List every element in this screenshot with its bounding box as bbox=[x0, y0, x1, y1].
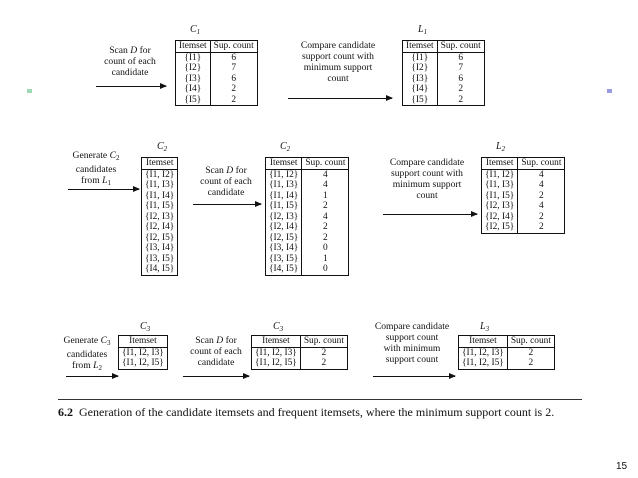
itemset-cell: {I1, I2, I3} bbox=[462, 347, 504, 358]
table-row bbox=[482, 191, 565, 202]
column-header: Itemset bbox=[142, 158, 178, 170]
table-row bbox=[266, 233, 349, 244]
itemset-cell: {I1, I4} bbox=[145, 190, 175, 201]
column-header: Sup. count bbox=[437, 41, 484, 53]
itemset-cell: {I1, I3} bbox=[485, 180, 515, 190]
support-count-cell: 2 bbox=[507, 347, 554, 358]
table-row bbox=[266, 191, 349, 202]
l1-table bbox=[402, 40, 485, 106]
table-row bbox=[176, 63, 258, 74]
table-row bbox=[266, 222, 349, 233]
itemset-cell: {I2, I3} bbox=[485, 201, 515, 211]
table-row bbox=[482, 222, 565, 233]
table-row bbox=[266, 264, 349, 275]
support-count-cell: 6 bbox=[437, 52, 484, 63]
table-row bbox=[142, 180, 178, 191]
column-header: Itemset bbox=[176, 41, 211, 53]
table-row bbox=[482, 180, 565, 191]
step2-scan-text: Scan D for count of each candidate bbox=[200, 165, 252, 198]
step1-scan-text: Scan D for count of each candidate bbox=[104, 45, 156, 78]
support-count-cell: 2 bbox=[437, 84, 484, 95]
c1-label: $C_1$ bbox=[190, 24, 201, 36]
support-count-cell: 2 bbox=[210, 84, 257, 95]
step2-arrow-1 bbox=[68, 189, 139, 190]
itemset-cell: {I3, I4} bbox=[269, 243, 299, 253]
table-row bbox=[252, 358, 348, 369]
table-row bbox=[142, 254, 178, 265]
itemset-cell: {I5} bbox=[184, 94, 202, 105]
itemset-cell: {I2, I5} bbox=[485, 222, 515, 232]
column-header: Itemset bbox=[482, 158, 518, 170]
page-number: 15 bbox=[616, 461, 628, 472]
itemset-cell: {I1, I2} bbox=[485, 169, 515, 180]
table-row bbox=[482, 212, 565, 223]
column-header: Sup. count bbox=[300, 336, 347, 348]
itemset-cell: {I1, I2} bbox=[269, 169, 299, 180]
itemset-cell: {I1, I5} bbox=[145, 201, 175, 211]
itemset-cell: {I3} bbox=[411, 73, 429, 84]
support-count-cell: 7 bbox=[437, 63, 484, 74]
table-row bbox=[142, 243, 178, 254]
itemset-cell: {I2} bbox=[411, 63, 429, 73]
support-count-cell: 1 bbox=[302, 191, 349, 202]
table-row bbox=[403, 95, 485, 106]
l1-label: $L_1$ bbox=[418, 24, 428, 36]
support-count-cell: 4 bbox=[518, 201, 565, 212]
table-row bbox=[252, 347, 348, 358]
table-row bbox=[482, 201, 565, 212]
table-row bbox=[142, 264, 178, 275]
column-header: Sup. count bbox=[507, 336, 554, 348]
itemset-cell: {I4} bbox=[411, 84, 429, 94]
table-row bbox=[459, 358, 555, 369]
itemset-cell: {I2, I3} bbox=[269, 211, 299, 222]
column-header: Itemset bbox=[403, 41, 438, 53]
itemset-cell: {I2, I4} bbox=[485, 211, 515, 222]
itemset-cell: {I3} bbox=[184, 73, 202, 84]
support-count-cell: 2 bbox=[302, 201, 349, 212]
itemset-cell: {I5} bbox=[411, 94, 429, 105]
itemset-cell: {I3, I4} bbox=[145, 243, 175, 253]
column-header: Sup. count bbox=[302, 158, 349, 170]
itemset-cell: {I1, I2, I5} bbox=[255, 358, 297, 368]
step3-compare-text: Compare candidate support count with minimum support count bbox=[374, 321, 450, 365]
step3-scan-text: Scan D for count of each candidate bbox=[190, 335, 242, 368]
step2-generate-text: Generate $C_2$ candidates from $L_1$ bbox=[72, 150, 120, 187]
table-row bbox=[459, 347, 555, 358]
itemset-cell: {I1, I2, I3} bbox=[122, 347, 164, 358]
table-row bbox=[142, 169, 178, 180]
step1-compare-text: Compare candidate support count with minimum support count bbox=[300, 40, 376, 84]
itemset-cell: {I2, I5} bbox=[269, 232, 299, 243]
itemset-cell: {I1, I2, I5} bbox=[122, 358, 164, 368]
c2a-label: $C_2$ bbox=[157, 141, 168, 153]
itemset-cell: {I1, I3} bbox=[145, 180, 175, 190]
itemset-cell: {I1} bbox=[411, 52, 429, 63]
c2b-label: $C_2$ bbox=[280, 141, 291, 153]
itemset-cell: {I1, I2} bbox=[145, 169, 175, 180]
table-row bbox=[403, 84, 485, 95]
caption-number: 6.2 bbox=[58, 405, 73, 419]
table-row bbox=[403, 52, 485, 63]
itemset-cell: {I1, I5} bbox=[269, 201, 299, 211]
itemset-cell: {I1, I4} bbox=[269, 190, 299, 201]
support-count-cell: 4 bbox=[302, 169, 349, 180]
caption-rule bbox=[58, 399, 582, 400]
step3-arrow-2 bbox=[183, 376, 249, 377]
step2-compare-text: Compare candidate support count with minimum support count bbox=[389, 157, 465, 201]
itemset-cell: {I1, I5} bbox=[485, 190, 515, 201]
c2b-table bbox=[265, 157, 349, 276]
l3-label: $L_3$ bbox=[480, 321, 490, 333]
l2-label: $L_2$ bbox=[496, 141, 506, 153]
itemset-cell: {I2} bbox=[184, 63, 202, 73]
column-header: Itemset bbox=[252, 336, 301, 348]
table-row bbox=[119, 347, 168, 358]
itemset-cell: {I4, I5} bbox=[145, 264, 175, 274]
support-count-cell: 4 bbox=[518, 169, 565, 180]
itemset-cell: {I1} bbox=[184, 52, 202, 63]
c1-table bbox=[175, 40, 258, 106]
table-row bbox=[176, 95, 258, 106]
table-row bbox=[142, 222, 178, 233]
c3a-label: $C_3$ bbox=[140, 321, 151, 333]
support-count-cell: 1 bbox=[302, 254, 349, 265]
itemset-cell: {I1, I2, I5} bbox=[462, 358, 504, 368]
right-accent-mark bbox=[607, 89, 612, 93]
column-header: Itemset bbox=[459, 336, 508, 348]
support-count-cell: 2 bbox=[437, 95, 484, 106]
support-count-cell: 2 bbox=[518, 212, 565, 223]
support-count-cell: 2 bbox=[518, 222, 565, 233]
step2-arrow-3 bbox=[383, 214, 477, 215]
support-count-cell: 6 bbox=[210, 74, 257, 85]
c3a-table bbox=[118, 335, 168, 370]
table-row bbox=[482, 169, 565, 180]
itemset-cell: {I2, I4} bbox=[269, 222, 299, 232]
support-count-cell: 6 bbox=[437, 74, 484, 85]
itemset-cell: {I4} bbox=[184, 84, 202, 94]
l3-table bbox=[458, 335, 555, 370]
step3-arrow-3 bbox=[373, 376, 455, 377]
itemset-cell: {I3, I5} bbox=[269, 253, 299, 264]
table-row bbox=[403, 63, 485, 74]
c3b-label: $C_3$ bbox=[273, 321, 284, 333]
itemset-cell: {I2, I4} bbox=[145, 222, 175, 232]
support-count-cell: 2 bbox=[302, 233, 349, 244]
table-row bbox=[266, 212, 349, 223]
table-row bbox=[142, 233, 178, 244]
column-header: Itemset bbox=[266, 158, 302, 170]
table-row bbox=[142, 201, 178, 212]
support-count-cell: 4 bbox=[302, 212, 349, 223]
itemset-cell: {I2, I3} bbox=[145, 211, 175, 222]
table-row bbox=[266, 254, 349, 265]
support-count-cell: 0 bbox=[302, 264, 349, 275]
step1-arrow-2 bbox=[288, 98, 392, 99]
step3-generate-text: Generate $C_3$ candidates from $L_2$ bbox=[63, 335, 111, 372]
itemset-cell: {I2, I5} bbox=[145, 232, 175, 243]
itemset-cell: {I3, I5} bbox=[145, 253, 175, 264]
column-header: Sup. count bbox=[518, 158, 565, 170]
table-row bbox=[266, 201, 349, 212]
column-header: Itemset bbox=[119, 336, 168, 348]
figure-caption bbox=[58, 404, 582, 420]
column-header: Sup. count bbox=[210, 41, 257, 53]
support-count-cell: 2 bbox=[302, 222, 349, 233]
left-accent-mark bbox=[27, 89, 32, 93]
itemset-cell: {I4, I5} bbox=[269, 264, 299, 274]
step2-arrow-2 bbox=[193, 204, 261, 205]
step3-arrow-1 bbox=[66, 376, 118, 377]
support-count-cell: 6 bbox=[210, 52, 257, 63]
support-count-cell: 4 bbox=[518, 180, 565, 191]
table-row bbox=[176, 52, 258, 63]
l2-table bbox=[481, 157, 565, 234]
support-count-cell: 0 bbox=[302, 243, 349, 254]
table-row bbox=[403, 74, 485, 85]
support-count-cell: 7 bbox=[210, 63, 257, 74]
table-row bbox=[142, 212, 178, 223]
support-count-cell: 2 bbox=[300, 347, 347, 358]
table-row bbox=[266, 169, 349, 180]
c3b-table bbox=[251, 335, 348, 370]
support-count-cell: 2 bbox=[210, 95, 257, 106]
caption-text: Generation of the candidate itemsets and frequent itemsets, where the minimum support count is 2. bbox=[79, 405, 555, 419]
support-count-cell: 2 bbox=[300, 358, 347, 369]
support-count-cell: 2 bbox=[518, 191, 565, 202]
table-row bbox=[142, 191, 178, 202]
table-row bbox=[176, 84, 258, 95]
support-count-cell: 2 bbox=[507, 358, 554, 369]
itemset-cell: {I1, I2, I3} bbox=[255, 347, 297, 358]
c2a-table bbox=[141, 157, 178, 276]
table-row bbox=[176, 74, 258, 85]
table-row bbox=[266, 243, 349, 254]
support-count-cell: 4 bbox=[302, 180, 349, 191]
step1-arrow-1 bbox=[96, 86, 166, 87]
itemset-cell: {I1, I3} bbox=[269, 180, 299, 190]
table-row bbox=[266, 180, 349, 191]
table-row bbox=[119, 358, 168, 369]
